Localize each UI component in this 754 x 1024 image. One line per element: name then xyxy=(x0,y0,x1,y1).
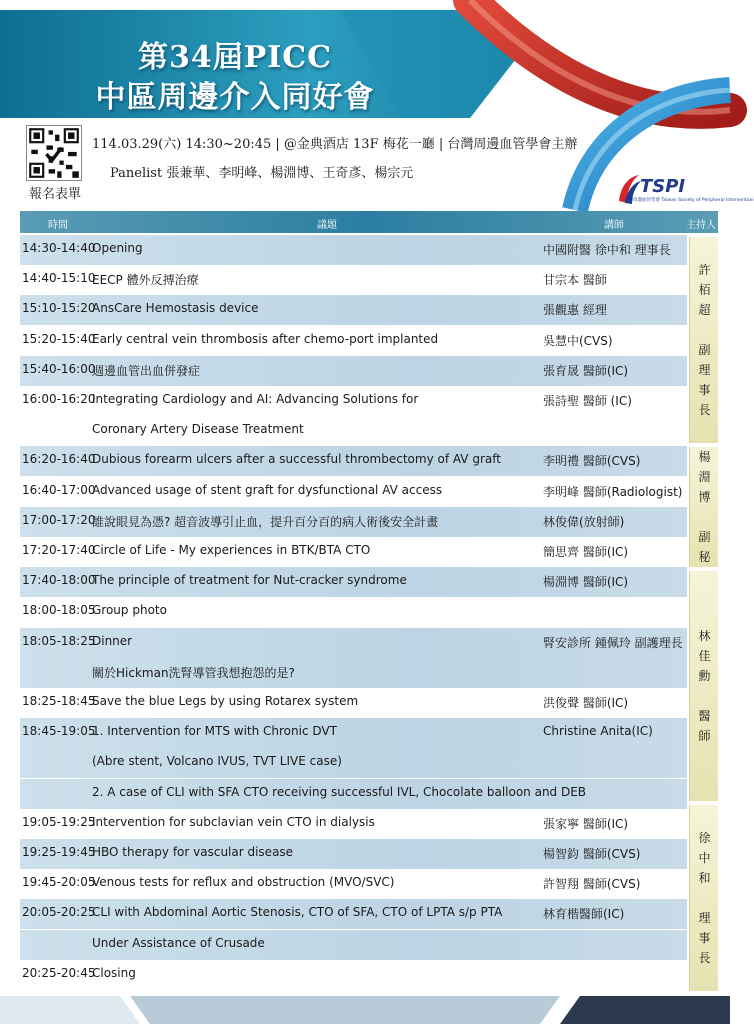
row-topic: (Abre stent, Volcano IVUS, TVT LIVE case) xyxy=(92,754,342,769)
row-speaker: 楊智鈞 醫師(CVS) xyxy=(543,847,641,861)
row-speaker: 簡思齊 醫師(IC) xyxy=(543,545,629,559)
table-row xyxy=(20,507,687,537)
row-speaker: 許智翔 醫師(CVS) xyxy=(543,877,641,892)
table-row xyxy=(20,446,687,476)
row-topic: 1. Intervention for MTS with Chronic DVT xyxy=(92,724,337,739)
table-row xyxy=(20,326,687,356)
moderator-block xyxy=(689,447,718,567)
table-row xyxy=(20,960,687,990)
moderator-block xyxy=(689,571,718,801)
panelist-list: Panelist 張兼華、李明峰、楊淵博、王奇彥、楊宗元 xyxy=(110,166,414,181)
moderator-char: 秘 xyxy=(698,550,711,564)
row-topic: Advanced usage of stent graft for dysfunctional AV access xyxy=(92,482,443,497)
row-topic: Early central vein thrombosis after chemo-port implanted xyxy=(92,331,439,346)
moderator-char: 栢 xyxy=(698,283,711,297)
row-time: 16:40-17:00 xyxy=(22,482,96,497)
moderator-char: 博 xyxy=(698,490,711,504)
moderator-char: 徐 xyxy=(698,831,711,845)
row-speaker: Christine Anita(IC) xyxy=(543,724,653,739)
row-topic: Group photo xyxy=(92,603,167,618)
row-speaker: 張育晟 醫師(IC) xyxy=(543,363,629,378)
table-row xyxy=(20,748,687,778)
row-topic: AnsCare Hemostasis device xyxy=(92,301,259,316)
moderator-char: 師 xyxy=(698,729,711,743)
row-speaker: 張家寧 醫師(IC) xyxy=(543,816,629,831)
row-time: 14:40-15:10 xyxy=(22,271,96,286)
moderator-char: 楊 xyxy=(698,450,711,464)
moderator-char: 許 xyxy=(698,263,711,277)
moderator-char: 佳 xyxy=(698,649,711,663)
row-time: 20:05-20:25 xyxy=(22,905,96,920)
row-time: 15:20-15:40 xyxy=(22,331,96,346)
table-row xyxy=(20,265,687,295)
table-row xyxy=(20,869,687,899)
table-row xyxy=(20,597,687,627)
moderator-char: 和 xyxy=(698,871,711,885)
table-row xyxy=(20,477,687,507)
table-row xyxy=(20,839,687,869)
row-time: 19:45-20:05 xyxy=(22,875,96,890)
footer-decoration xyxy=(0,996,730,1024)
moderator-char xyxy=(690,888,719,908)
moderator-char xyxy=(690,686,719,706)
table-header xyxy=(20,211,718,233)
row-topic: Closing xyxy=(92,965,136,980)
row-topic: 週邊血管出血併發症 xyxy=(92,363,201,378)
row-topic: HBO therapy for vascular disease xyxy=(92,845,294,859)
row-time: 19:05-19:25 xyxy=(22,814,96,829)
event-title-line1: 第34屆PICC xyxy=(137,40,333,75)
event-info: 114.03.29(六) 14:30~20:45 | @金典酒店 13F 梅花一廳 | 台灣周邊血管學會主辦 xyxy=(92,137,578,152)
row-time: 16:20-16:40 xyxy=(22,452,96,467)
row-topic: EECP 體外反搏治療 xyxy=(92,273,199,288)
row-speaker: 楊淵博 醫師(IC) xyxy=(543,575,629,590)
row-speaker: 林育楷醫師(IC) xyxy=(543,907,625,922)
moderator-char: 副 xyxy=(698,343,711,357)
event-title-line2: 中區周邊介入同好會 xyxy=(95,80,375,115)
row-time: 15:40-16:00 xyxy=(22,361,96,376)
tspi-logo-text: TSPI xyxy=(640,176,686,197)
row-topic: The principle of treatment for Nut-cracker syndrome xyxy=(92,573,407,588)
row-speaker: 張詩聖 醫師 (IC) xyxy=(543,394,632,408)
table-row xyxy=(20,688,687,718)
row-topic: Dinner xyxy=(92,633,133,648)
table-row xyxy=(20,628,687,658)
row-speaker: 腎安診所 鍾佩玲 副護理長 xyxy=(543,635,683,650)
row-time: 17:00-17:20 xyxy=(22,512,96,527)
table-row xyxy=(20,899,687,929)
table-row xyxy=(20,386,687,416)
moderator-char: 超 xyxy=(698,303,711,317)
row-time: 18:05-18:25 xyxy=(22,633,96,648)
row-time: 18:00-18:05 xyxy=(22,603,96,618)
moderator-char: 理 xyxy=(698,911,711,925)
table-row xyxy=(20,567,687,597)
table-row xyxy=(20,930,687,960)
moderator-char: 事 xyxy=(698,383,711,397)
moderator-block xyxy=(689,805,718,991)
row-speaker: 甘宗本 醫師 xyxy=(543,273,607,288)
moderator-char: 理 xyxy=(698,363,711,377)
table-row xyxy=(20,718,687,748)
row-topic: Under Assistance of Crusade xyxy=(92,935,265,950)
row-topic: 2. A case of CLI with SFA CTO receiving successful IVL, Chocolate balloon and DEB xyxy=(92,784,587,799)
row-topic: Dubious forearm ulcers after a successful thrombectomy of AV graft xyxy=(92,452,501,467)
qr-code-label: 報名表單 xyxy=(28,187,81,202)
row-time: 17:20-17:40 xyxy=(22,543,96,557)
moderator-char: 長 xyxy=(698,403,711,417)
moderator-char: 副 xyxy=(698,530,711,544)
moderator-block xyxy=(689,237,718,443)
row-topic: 關於Hickman洗腎導管我想抱怨的是? xyxy=(92,665,295,680)
table-row xyxy=(20,658,687,688)
moderator-char: 事 xyxy=(698,931,711,945)
column-header-speaker: 講師 xyxy=(604,220,624,231)
registration-qr-code[interactable] xyxy=(26,125,82,181)
column-header-topic: 議題 xyxy=(317,220,337,231)
moderator-char xyxy=(690,507,719,527)
moderator-char: 林 xyxy=(698,629,711,643)
row-topic: Opening xyxy=(92,241,143,255)
moderator-char xyxy=(690,320,719,340)
table-row xyxy=(20,779,687,809)
row-topic: Coronary Artery Disease Treatment xyxy=(92,422,304,437)
moderator-char: 勳 xyxy=(698,669,711,683)
row-time: 19:25-19:45 xyxy=(22,845,96,859)
row-topic: 誰說眼見為憑? 超音波導引止血，提升百分百的病人術後安全計畫 xyxy=(92,514,439,529)
row-speaker: 中國附醫 徐中和 理事長 xyxy=(543,243,671,257)
row-topic: Save the blue Legs by using Rotarex system xyxy=(92,694,359,708)
row-time: 17:40-18:00 xyxy=(22,573,96,588)
table-row xyxy=(20,537,687,567)
row-time: 16:00-16:20 xyxy=(22,392,96,406)
table-row xyxy=(20,356,687,386)
row-time: 14:30-14:40 xyxy=(22,241,96,255)
row-speaker: 林俊偉(放射師) xyxy=(543,514,625,529)
row-speaker: 李明禮 醫師(CVS) xyxy=(543,454,641,469)
table-row xyxy=(20,295,687,325)
row-topic: Circle of Life - My experiences in BTK/BTA CTO xyxy=(92,543,371,557)
row-topic: Venous tests for reflux and obstruction (MVO/SVC) xyxy=(92,875,395,890)
table-row xyxy=(20,416,687,446)
row-speaker: 李明峰 醫師(Radiologist) xyxy=(543,484,683,499)
row-time: 15:10-15:20 xyxy=(22,301,96,316)
row-time: 20:25-20:45 xyxy=(22,965,96,980)
table-row xyxy=(20,809,687,839)
moderator-char: 長 xyxy=(698,951,711,965)
row-speaker: 吳慧中(CVS) xyxy=(543,333,613,348)
row-time: 18:25-18:45 xyxy=(22,694,96,708)
row-speaker: 洪俊聲 醫師(IC) xyxy=(543,696,629,710)
moderator-char: 醫 xyxy=(698,709,711,723)
row-time: 18:45-19:05 xyxy=(22,724,96,739)
row-speaker: 張觀惠 經理 xyxy=(543,303,607,318)
row-topic: CLI with Abdominal Aortic Stenosis, CTO of SFA, CTO of LPTA s/p PTA xyxy=(92,905,503,920)
moderator-char: 中 xyxy=(698,851,711,865)
tspi-logo-subtitle: 台灣周邊血管學會 Taiwan Society of Peripheral Intervention xyxy=(624,198,754,203)
moderator-char: 淵 xyxy=(698,470,711,484)
column-header-moderator: 主持人 xyxy=(686,220,716,231)
row-topic: Integrating Cardiology and AI: Advancing Solutions for xyxy=(92,392,419,406)
row-topic: Intervention for subclavian vein CTO in dialysis xyxy=(92,814,375,829)
table-row xyxy=(20,235,687,265)
column-header-time: 時間 xyxy=(48,220,68,231)
